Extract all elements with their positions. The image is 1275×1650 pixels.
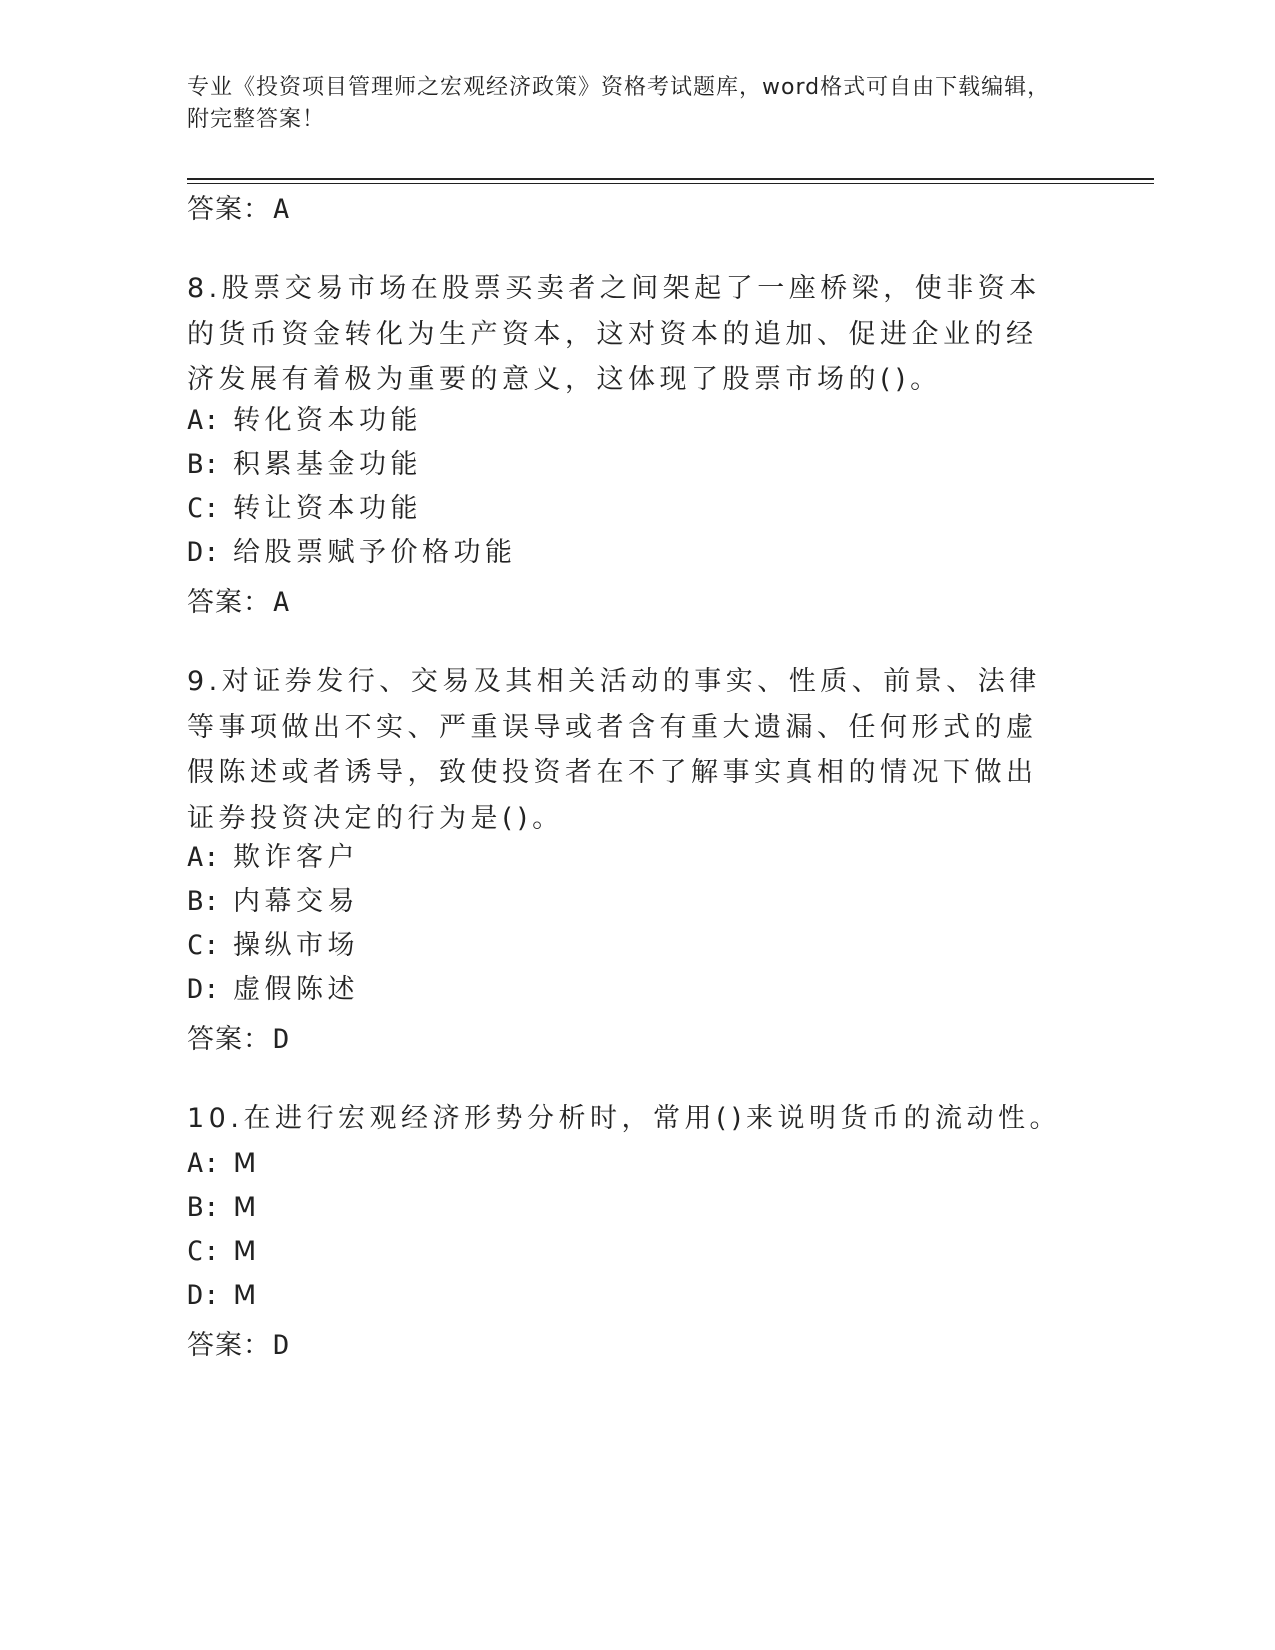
option-key: A: (187, 842, 220, 873)
option-9-a (187, 835, 359, 880)
option-key: D: (187, 537, 220, 568)
option-text: 转让资本功能 (233, 493, 422, 524)
header-divider-thin (187, 183, 1154, 184)
option-key: B: (187, 1192, 220, 1223)
answer-value: A (273, 194, 290, 225)
answer-label: 答案： (187, 194, 271, 225)
option-text: 转化资本功能 (233, 405, 422, 436)
option-text: M (233, 1280, 261, 1311)
option-key: A: (187, 1148, 220, 1179)
option-8-c (187, 486, 422, 531)
option-text: 欺诈客户 (233, 842, 359, 873)
option-key: B: (187, 449, 220, 480)
header-divider-thick (187, 178, 1154, 180)
option-text: M (233, 1236, 261, 1267)
option-key: D: (187, 974, 220, 1005)
option-9-d (187, 967, 359, 1012)
option-key: C: (187, 1236, 220, 1267)
answer-8 (187, 586, 289, 620)
question-9: 9.对证券发行、交易及其相关活动的事实、性质、前景、法律等事项做出不实、严重误导或者含有重大遗漏、任何形式的虚假陈述或者诱导，致使投资者在不了解事实真相的情况下做出证券投资决定的行为是()。 (187, 666, 1041, 834)
answer-10 (187, 1329, 289, 1363)
option-key: D: (187, 1280, 220, 1311)
option-key: A: (187, 405, 220, 436)
option-key: C: (187, 930, 220, 961)
answer-label: 答案： (187, 1024, 271, 1055)
option-10-b (187, 1185, 261, 1230)
answer-9 (187, 1023, 289, 1057)
option-10-d (187, 1273, 261, 1318)
page-header: 专业《投资项目管理师之宏观经济政策》资格考试题库，word格式可自由下载编辑，附完整答案！ (187, 75, 1051, 132)
question-8: 8.股票交易市场在股票买卖者之间架起了一座桥梁，使非资本的货币资金转化为生产资本，这对资本的追加、促进企业的经济发展有着极为重要的意义，这体现了股票市场的()。 (187, 273, 1041, 395)
option-key: B: (187, 886, 220, 917)
option-8-b (187, 442, 422, 487)
option-text: 积累基金功能 (233, 449, 422, 480)
option-8-a (187, 398, 422, 443)
option-text: 内幕交易 (233, 886, 359, 917)
option-text: 虚假陈述 (233, 974, 359, 1005)
question-10: 10.在进行宏观经济形势分析时，常用()来说明货币的流动性。 (187, 1103, 1062, 1134)
option-text: 给股票赋予价格功能 (233, 537, 517, 568)
answer-label: 答案： (187, 1330, 271, 1361)
option-9-c (187, 923, 359, 968)
option-text: M (233, 1148, 261, 1179)
option-8-d (187, 530, 517, 575)
option-9-b (187, 879, 359, 924)
answer-value: A (273, 587, 290, 618)
option-10-c (187, 1229, 261, 1274)
answer-value: D (273, 1330, 290, 1361)
option-10-a (187, 1141, 261, 1186)
answer-label: 答案： (187, 587, 271, 618)
option-text: 操纵市场 (233, 930, 359, 961)
answer-7 (187, 193, 289, 227)
answer-value: D (273, 1024, 290, 1055)
option-text: M (233, 1192, 261, 1223)
option-key: C: (187, 493, 220, 524)
